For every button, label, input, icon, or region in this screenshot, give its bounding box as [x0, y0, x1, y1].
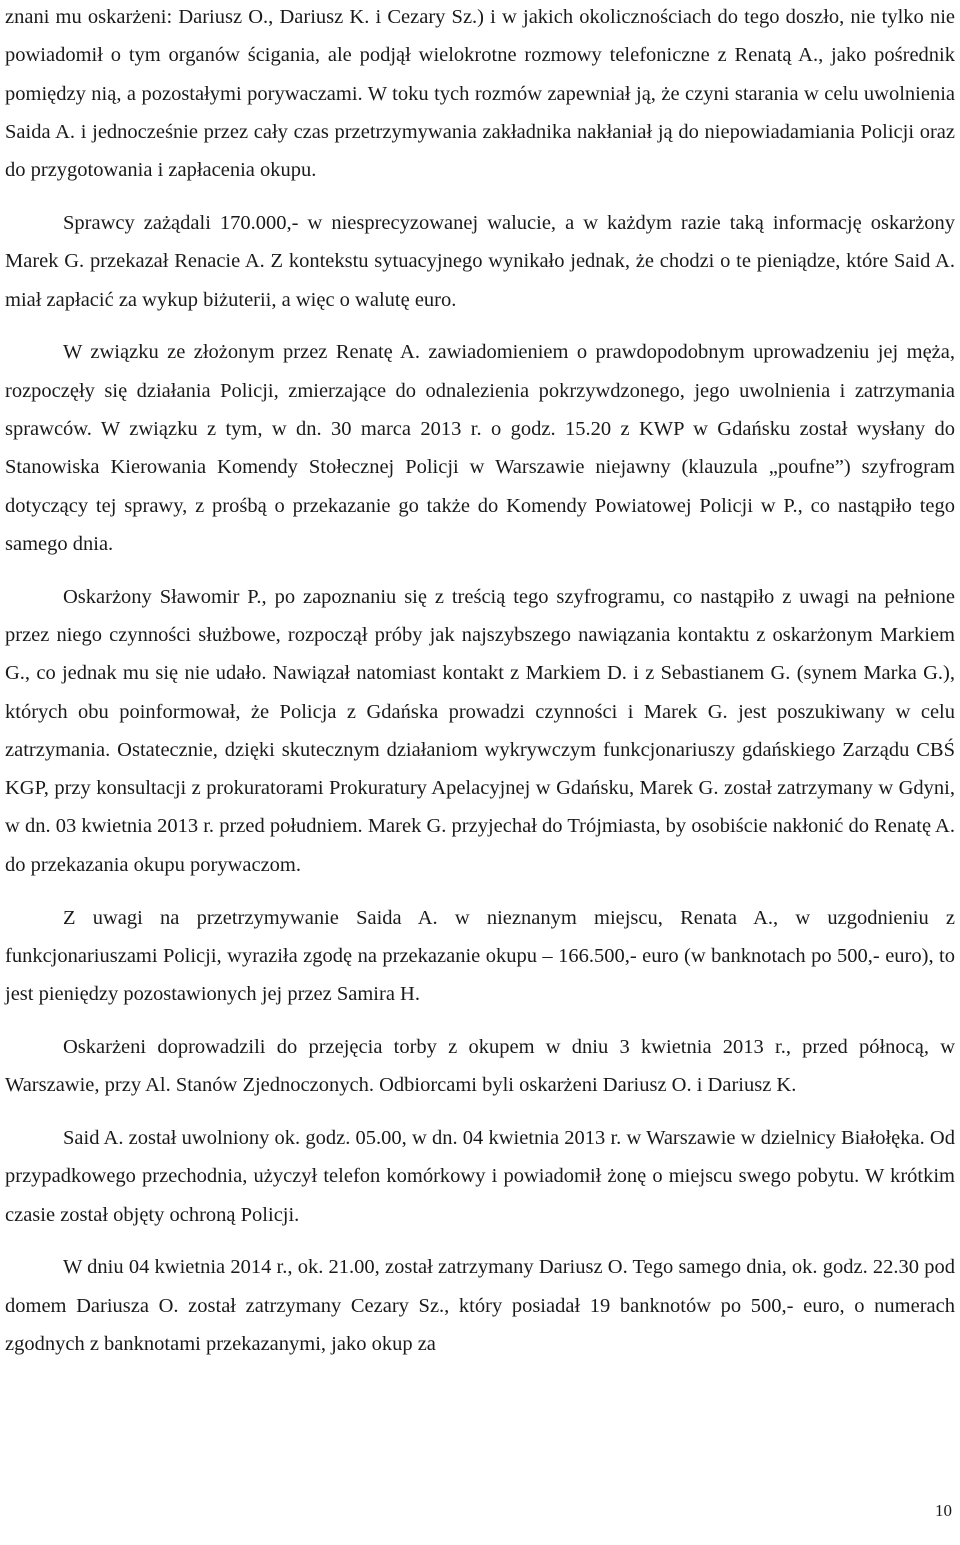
paragraph-police-action: W związku ze złożonym przez Renatę A. zawiadomieniem o prawdopodobnym uprowadzeniu jej męża, rozpoczęły się działania Policji, zmierzające do odnalezienia pokrzywdzonego, jego uwolnienia i zatrzymania sprawców. W związku z tym, w dn. 30 marca 2013 r. o godz. 15.20 z KWP w Gdańsku został wysłany do Stanowiska Kierowania Komendy Stołecznej Policji w Warszawie niejawny (klauzula „poufne”) szyfrogram dotyczący tej sprawy, z prośbą o przekazanie go także do Komendy Powiatowej Policji w P., co nastąpiło tego samego dnia. [5, 341, 955, 555]
paragraph-ransom-handover-consent: Z uwagi na przetrzymywanie Saida A. w nieznanym miejscu, Renata A., w uzgodnieniu z funkcjonariuszami Policji, wyraziła zgodę na przekazanie okupu – 166.500,- euro (w banknotach po 500,- euro), to jest pieniędzy pozostawionych jej przez Samira H. [5, 906, 955, 1006]
paragraph-ransom-demand: Sprawcy zażądali 170.000,- w niesprecyzowanej walucie, a w każdym razie taką informację oskarżony Marek G. przekazał Renacie A. Z kontekstu sytuacyjnego wynikało jednak, że chodzi o te pieniądze, które Said A. miał zapłacić za wykup biżuterii, a więc o walutę euro. [5, 211, 955, 311]
paragraph-continuation: znani mu oskarżeni: Dariusz O., Dariusz K. i Cezary Sz.) i w jakich okolicznościach do tego doszło, nie tylko nie powiadomił o tym organów ścigania, ale podjął wielokrotne rozmowy telefoniczne z Renatą A., jako pośrednik pomiędzy nią, a pozostałymi porywaczami. W toku tych rozmów zapewniał ją, że czyni starania w celu uwolnienia Saida A. i jednocześnie przez cały czas przetrzymywania zakładnika nakłaniał ją do niepowiadamiania Policji oraz do przygotowania i zapłacenia okupu. [5, 6, 955, 182]
paragraph-slawomir-p: Oskarżony Sławomir P., po zapoznaniu się z treścią tego szyfrogramu, co nastąpiło z uwagi na pełnione przez niego czynności służbowe, rozpoczął próby jak najszybszego nawiązania kontaktu z oskarżonym Markiem G., co jednak mu się nie udało. Nawiązał natomiast kontakt z Markiem D. i z Sebastianem G. (synem Marka G.), których obu poinformował, że Policja z Gdańska prowadzi czynności i Marek G. jest poszukiwany w celu zatrzymania. Ostatecznie, dzięki skutecznym działaniom wykrywczym funkcjonariuszy gdańskiego Zarządu CBŚ KGP, przy konsultacji z prokuratorami Prokuratury Apelacyjnej w Gdańsku, Marek G. został zatrzymany w Gdyni, w dn. 03 kwietnia 2013 r. przed południem. Marek G. przyjechał do Trójmiasta, by osobiście nakłonić do Renatę A. do przekazania okupu porywaczom. [5, 585, 955, 876]
document-body [5, 0, 955, 1378]
page-number: 10 [935, 1501, 952, 1520]
paragraph-ransom-pickup: Oskarżeni doprowadzili do przejęcia torby z okupem w dniu 3 kwietnia 2013 r., przed północą, w Warszawie, przy Al. Stanów Zjednoczonych. Odbiorcami byli oskarżeni Dariusz O. i Dariusz K. [5, 1035, 955, 1097]
paragraph-arrests: W dniu 04 kwietnia 2014 r., ok. 21.00, został zatrzymany Dariusz O. Tego samego dnia, ok. godz. 22.30 pod domem Dariusza O. został zatrzymany Cezary Sz., który posiadał 19 banknotów po 500,- euro, o numerach zgodnych z banknotami przekazanymi, jako okup za [5, 1256, 955, 1355]
paragraph-release: Said A. został uwolniony ok. godz. 05.00, w dn. 04 kwietnia 2013 r. w Warszawie w dzielnicy Białołęka. Od przypadkowego przechodnia, użyczył telefon komórkowy i powiadomił żonę o miejscu swego pobytu. W krótkim czasie został objęty ochroną Policji. [5, 1127, 955, 1226]
